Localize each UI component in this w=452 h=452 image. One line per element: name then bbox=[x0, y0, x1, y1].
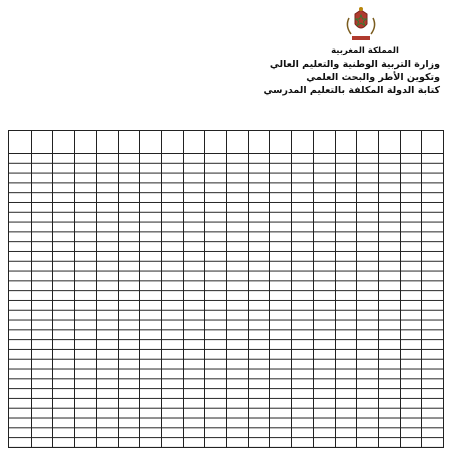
table-column-divider bbox=[248, 131, 249, 447]
ministry-block bbox=[220, 58, 440, 97]
table-column-divider bbox=[291, 131, 292, 447]
table-column-divider bbox=[226, 131, 227, 447]
table-column-divider bbox=[421, 131, 422, 447]
table-column-divider bbox=[31, 131, 32, 447]
table-column-divider bbox=[161, 131, 162, 447]
table-column-divider bbox=[139, 131, 140, 447]
table-column-divider bbox=[96, 131, 97, 447]
table-column-divider bbox=[335, 131, 336, 447]
table-column-divider bbox=[269, 131, 270, 447]
royal-emblem-icon bbox=[337, 6, 385, 46]
table-column-divider bbox=[313, 131, 314, 447]
table-column-divider bbox=[74, 131, 75, 447]
table-column-divider bbox=[183, 131, 184, 447]
table-column-divider bbox=[378, 131, 379, 447]
ministry-line-3: كتابة الدولة المكلفة بالتعليم المدرسي bbox=[263, 85, 440, 96]
table-column-divider bbox=[400, 131, 401, 447]
table-column-divider bbox=[356, 131, 357, 447]
table-column-divider bbox=[52, 131, 53, 447]
kingdom-title: المملكة المغربية bbox=[331, 46, 399, 56]
ministry-line-2: وتكوين الأطر والبحث العلمي bbox=[306, 72, 440, 83]
table-column-divider bbox=[118, 131, 119, 447]
table-column-divider bbox=[204, 131, 205, 447]
ministry-line-1: وزارة التربية الوطنية والتعليم العالي bbox=[269, 59, 440, 70]
results-table bbox=[8, 130, 444, 448]
